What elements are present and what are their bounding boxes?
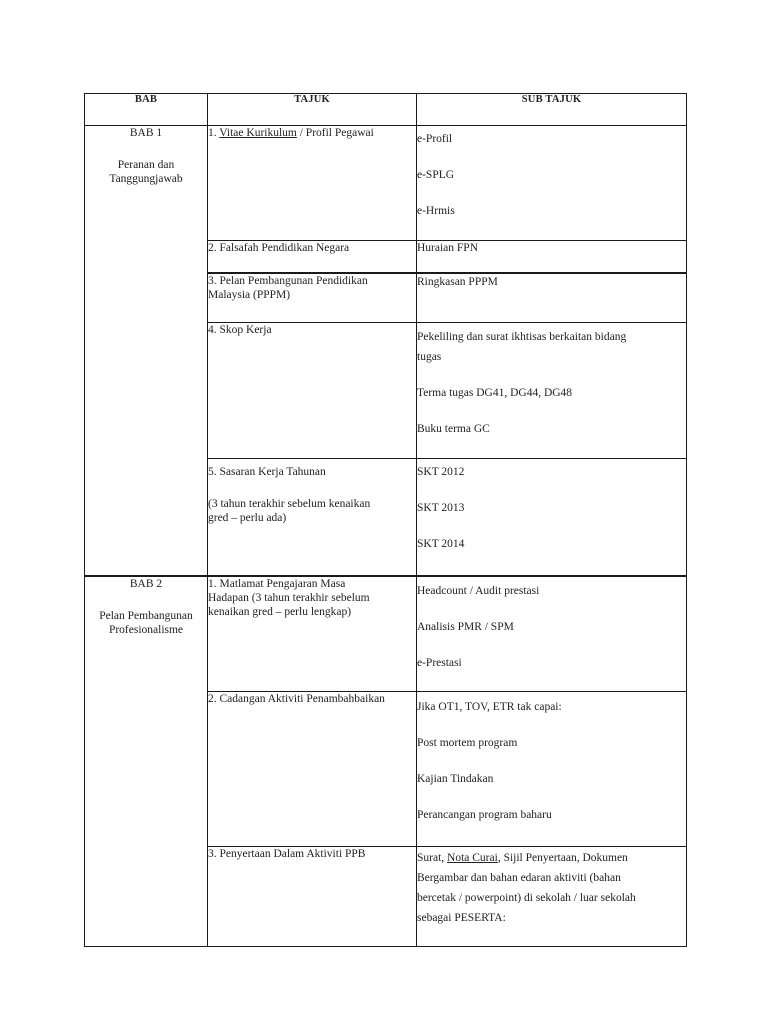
sub-tajuk-line: sebagai PESERTA: [417,912,506,924]
sub-tajuk-cell [417,692,687,847]
bab-1-cell [85,126,208,577]
sub-tajuk-item: SKT 2014 [417,538,465,550]
sub-tajuk-line [417,848,686,868]
sub-tajuk-item: e-Hrmis [417,205,455,217]
sub-tajuk-item: e-SPLG [417,169,455,181]
sub-tajuk-item: Huraian FPN [417,242,479,254]
tajuk-cell [208,459,417,577]
tajuk-text-line: Hadapan (3 tahun terakhir sebelum [208,592,370,604]
tajuk-text-line: Malaysia (PPPM) [208,289,291,301]
tajuk-paragraph [208,465,416,479]
sub-tajuk-text-rest: , Sijil Penyertaan, Dokumen [497,852,628,864]
tajuk-text: 2. Falsafah Pendidikan Negara [208,242,350,254]
bab-1-title: BAB 1 [129,127,163,139]
tajuk-note [208,497,416,525]
sub-tajuk-item: SKT 2013 [417,502,465,514]
sub-tajuk-item: Buku terma GC [417,423,490,435]
tajuk-text: 2. Cadangan Aktiviti Penambahbaikan [208,693,385,705]
tajuk-text: 3. Penyertaan Dalam Aktiviti PPB [208,848,366,860]
sub-tajuk-item: Headcount / Audit prestasi [417,585,540,597]
sub-tajuk-item: Post mortem program [417,737,518,749]
sub-tajuk-cell [417,273,687,323]
sub-tajuk-item: Analisis PMR / SPM [417,621,514,633]
tajuk-text-line: kenaikan gred – perlu lengkap) [208,606,352,618]
sub-tajuk-item: e-Profil [417,133,453,145]
sub-tajuk-item [417,327,686,367]
tajuk-note-line: gred – perlu ada) [208,512,287,524]
sub-tajuk-cell [417,126,687,241]
bab-2-cell [85,576,208,947]
sub-tajuk-item: Jika OT1, TOV, ETR tak capai: [417,701,562,713]
sub-tajuk-cell [417,241,687,274]
tajuk-text-line: 1. Matlamat Pengajaran Masa [208,578,346,590]
bab-1-subtitle-line: Peranan dan [117,159,175,171]
bab-2-subtitle-line: Pelan Pembangunan [99,610,193,622]
header-tajuk: TAJUK [208,94,417,126]
tajuk-cell [208,323,417,459]
bab-2-title: BAB 2 [129,578,163,590]
header-row [85,94,687,126]
tajuk-text: 5. Sasaran Kerja Tahunan [208,466,326,478]
sub-tajuk-cell [417,323,687,459]
tajuk-underlined-text: Vitae Kurikulum [219,127,297,139]
sub-tajuk-underlined-text: Nota Curai [447,852,498,864]
table-row [85,576,687,692]
tajuk-note-line: (3 tahun terakhir sebelum kenaikan [208,498,371,510]
tajuk-cell [208,576,417,692]
sub-tajuk-cell [417,576,687,692]
tajuk-cell [208,273,417,323]
document-table [84,93,687,947]
sub-tajuk-line: Pekeliling dan surat ikhtisas berkaitan bidang [417,331,627,343]
tajuk-text-line: 3. Pelan Pembangunan Pendidikan [208,275,368,287]
tajuk-text: 4. Skop Kerja [208,324,272,336]
sub-tajuk-line: bercetak / powerpoint) di sekolah / luar sekolah [417,892,636,904]
sub-tajuk-text: Surat, [417,852,448,864]
sub-tajuk-item: SKT 2012 [417,466,465,478]
sub-tajuk-line: tugas [417,351,442,363]
sub-tajuk-item: Perancangan program baharu [417,809,552,821]
sub-tajuk-item: Terma tugas DG41, DG44, DG48 [417,387,573,399]
tajuk-text [208,127,374,139]
header-sub-tajuk: SUB TAJUK [417,94,687,126]
sub-tajuk-item [417,848,686,928]
sub-tajuk-item: Ringkasan PPPM [417,276,498,288]
table-row [85,126,687,241]
bab-1-subtitle-line: Tanggungjawab [109,173,183,185]
tajuk-text-rest: / Profil Pegawai [296,127,374,139]
header-bab: BAB [85,94,208,126]
sub-tajuk-item: Kajian Tindakan [417,773,494,785]
tajuk-cell [208,241,417,274]
tajuk-number: 1. [208,127,220,139]
bab-2-subtitle-line: Profesionalisme [108,624,184,636]
tajuk-cell [208,692,417,847]
sub-tajuk-cell [417,847,687,947]
tajuk-cell [208,126,417,241]
sub-tajuk-line: Bergambar dan bahan edaran aktiviti (bahan [417,872,621,884]
sub-tajuk-cell [417,459,687,577]
sub-tajuk-item: e-Prestasi [417,657,462,669]
tajuk-cell [208,847,417,947]
